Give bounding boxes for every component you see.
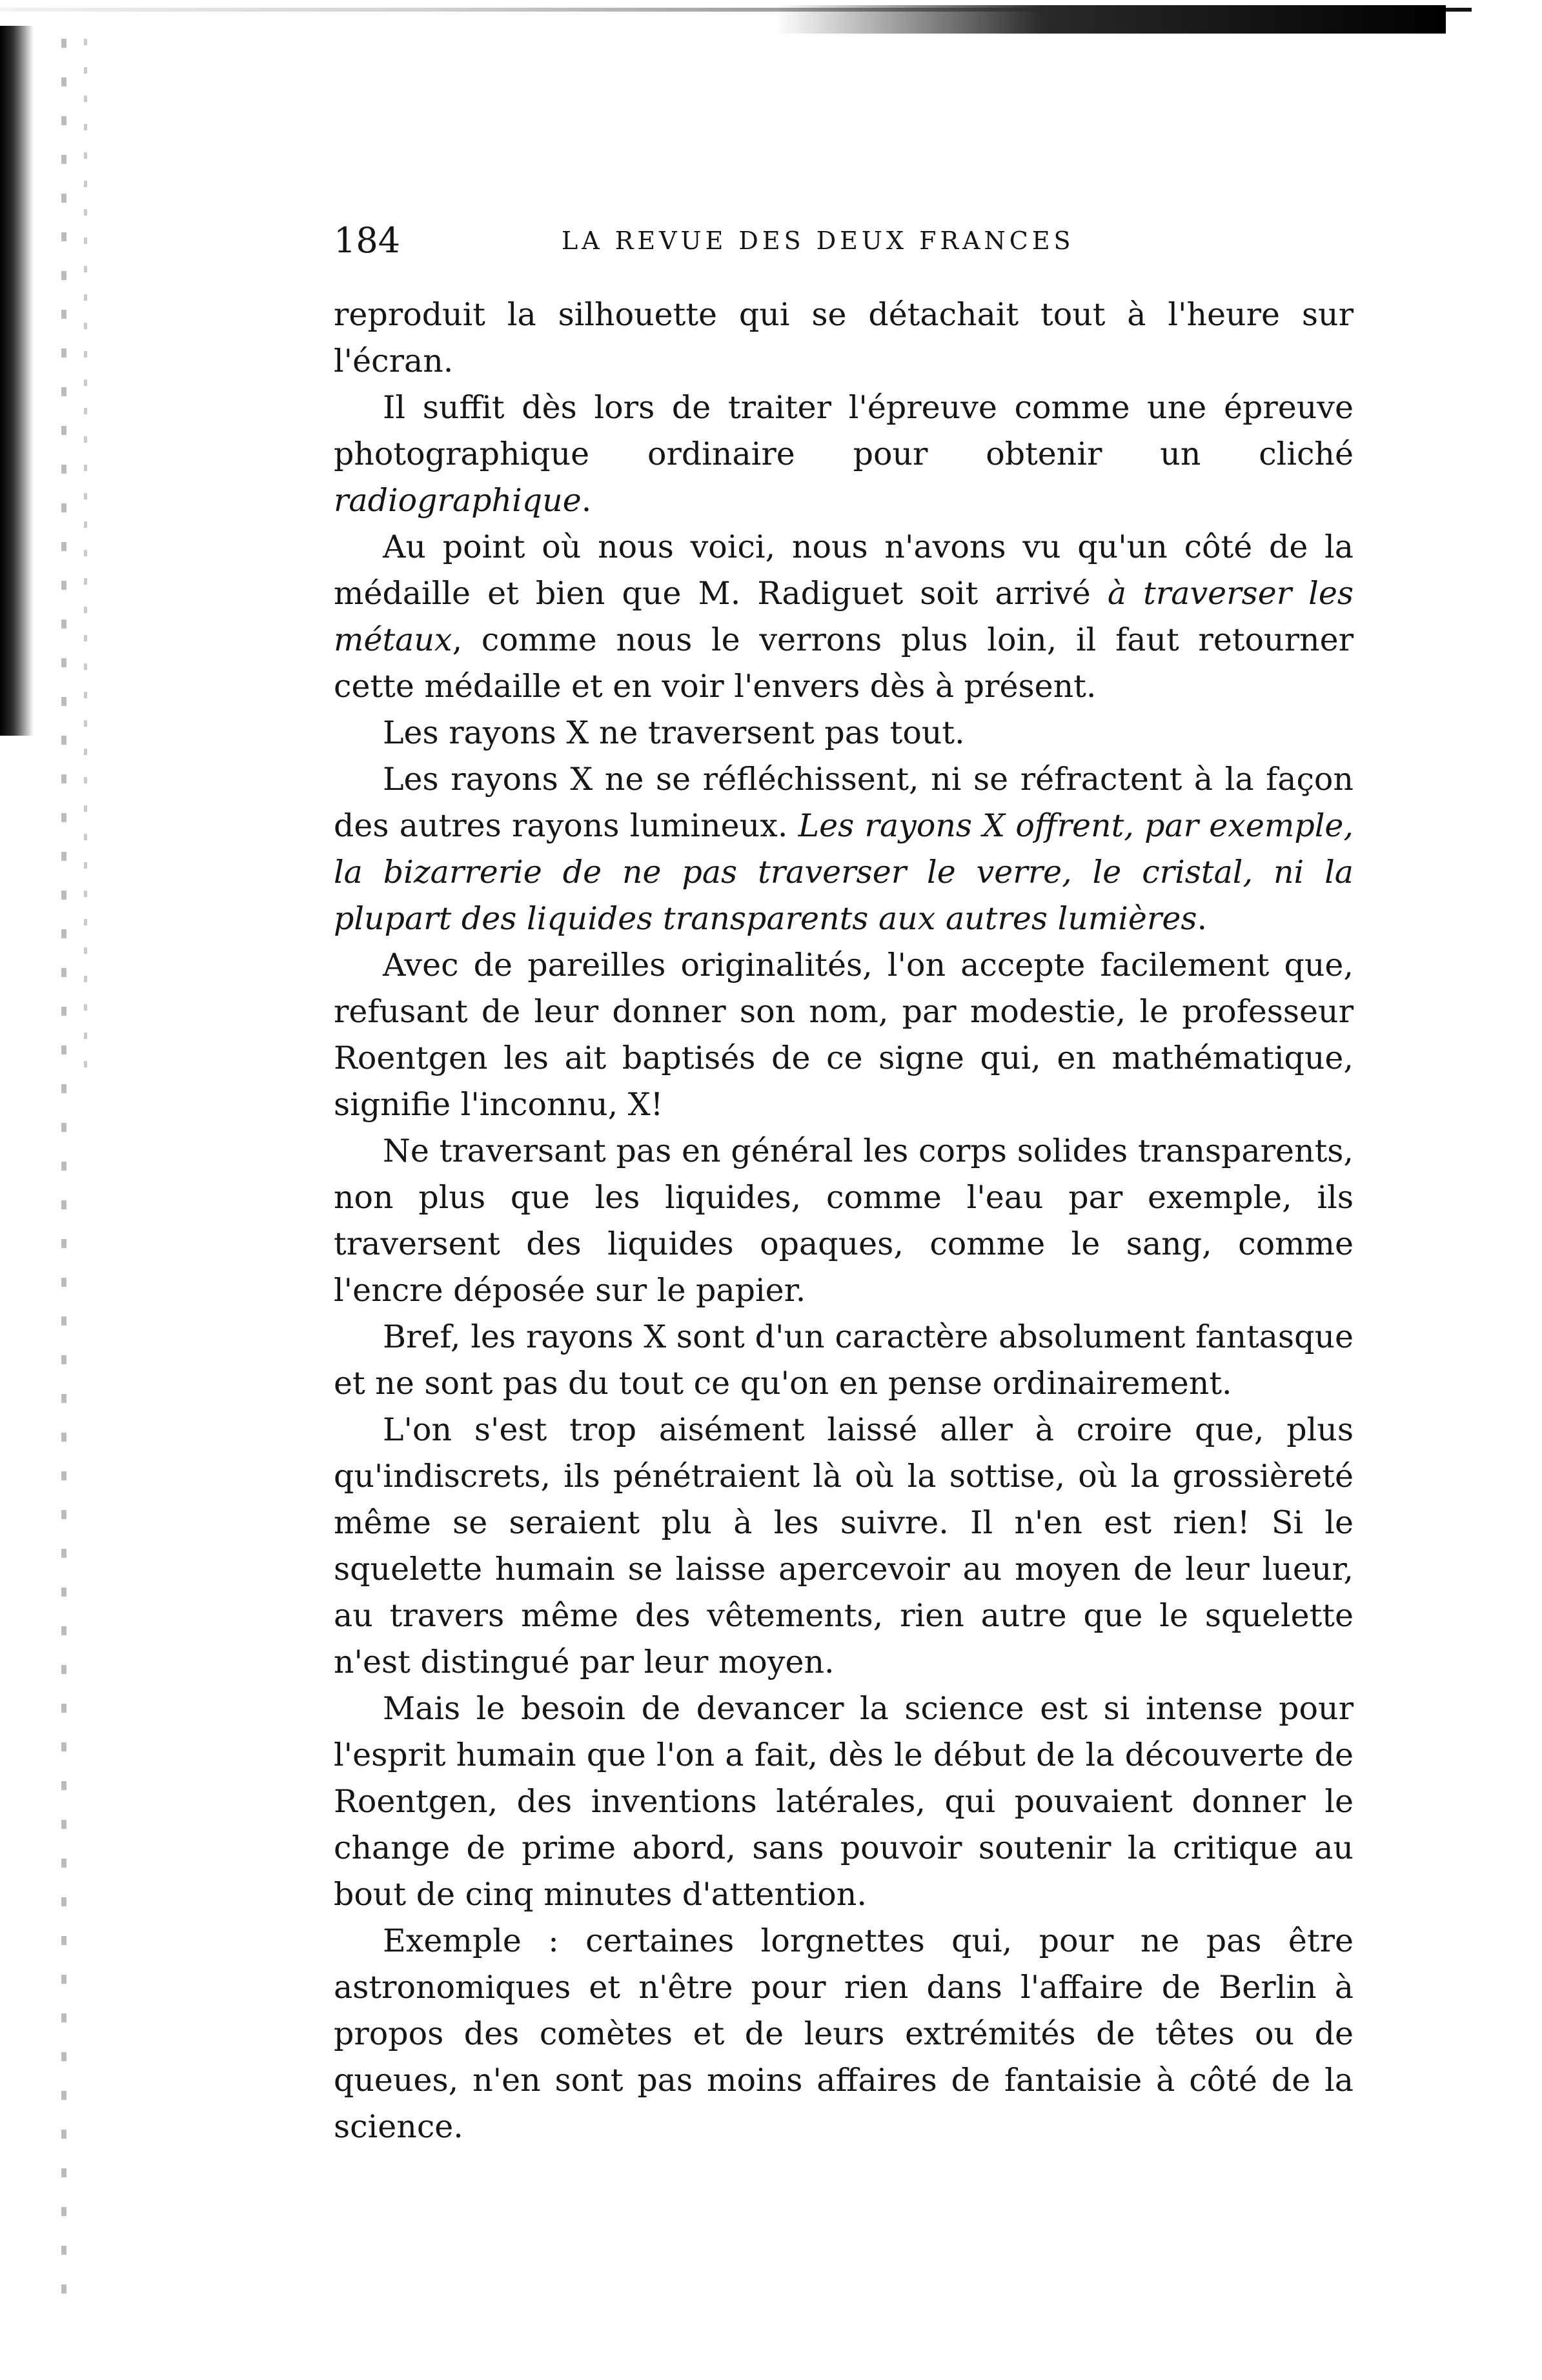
paragraph: L'on s'est trop aisément laissé aller à croire que, plus qu'indiscrets, ils pénétraient là où la sottise, où la grossièreté même se seraient plu à les suivre. Il n'en est rien! Si le squelette humain se laisse apercevoir au moyen de leur lueur, au travers même des vêtements, rien autre que le squelette n'est distingué par leur moyen.	[334, 1411, 1354, 1680]
italic-text: à traverser les métaux	[334, 575, 1354, 658]
italic-text: radiographique	[334, 482, 582, 519]
scan-margin-marks	[61, 39, 66, 2310]
body-text	[334, 292, 1354, 2150]
paragraph: Les rayons X ne se réfléchissent, ni se réfractent à la façon des autres rayons lumineux. Les rayons X offrent, par exemple, la bizarrerie de ne pas traverser le verre, le cristal, ni la plupart des liquides transparents aux autres lumières.	[334, 761, 1354, 937]
scan-top-shadow	[775, 5, 1446, 34]
paragraph: Avec de pareilles originalités, l'on accepte facilement que, refusant de leur donner son nom, par modestie, le professeur Roentgen les ait baptisés de ce signe qui, en mathématique, signifie l'inconnu, X!	[334, 947, 1354, 1123]
paragraph: Bref, les rayons X sont d'un caractère absolument fantasque et ne sont pas du tout ce qu'on en pense ordinairement.	[334, 1318, 1354, 1402]
paragraph: Exemple : certaines lorgnettes qui, pour ne pas être astronomiques et n'être pour rien dans l'affaire de Berlin à propos des comètes et de leurs extrémités de têtes ou de queues, n'en sont pas moins affaires de fantaisie à côté de la science.	[334, 1922, 1354, 2145]
page-header	[334, 212, 1366, 270]
scan-left-edge	[0, 26, 34, 736]
paragraph: Il suffit dès lors de traiter l'épreuve comme une épreuve photographique ordinaire pour obtenir un cliché radiographique.	[334, 389, 1354, 519]
scan-margin-marks-inner	[84, 39, 87, 1071]
running-title: LA REVUE DES DEUX FRANCES	[562, 227, 1075, 255]
paragraph: Mais le besoin de devancer la science est si intense pour l'esprit humain que l'on a fait, dès le début de la découverte de Roentgen, des inventions latérales, qui pouvaient donner le change de prime abord, sans pouvoir soutenir la critique au bout de cinq minutes d'attention.	[334, 1690, 1354, 1913]
italic-text: Les rayons X offrent, par exemple, la bizarrerie de ne pas traverser le verre, le cristal, ni la plupart des liquides transparents aux autres lumières	[334, 807, 1354, 937]
page-number: 184	[334, 220, 401, 261]
paragraph: reproduit la silhouette qui se détachait tout à l'heure sur l'écran.	[334, 296, 1354, 379]
paragraph: Au point où nous voici, nous n'avons vu qu'un côté de la médaille et bien que M. Radiguet soit arrivé à traverser les métaux, comme nous le verrons plus loin, il faut retourner cette médaille et en voir l'envers dès à présent.	[334, 529, 1354, 705]
paragraph: Les rayons X ne traversent pas tout.	[383, 714, 965, 751]
paragraph: Ne traversant pas en général les corps solides transparents, non plus que les liquides, comme l'eau par exemple, ils traversent des liquides opaques, comme le sang, comme l'encre déposée sur le papier.	[334, 1133, 1354, 1309]
